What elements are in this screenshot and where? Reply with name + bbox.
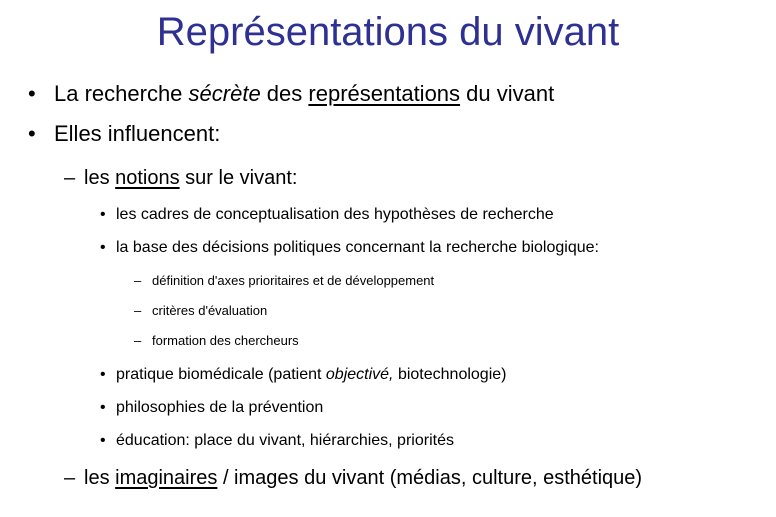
text-part: La recherche <box>54 81 189 106</box>
bullet-dash: – <box>64 467 76 489</box>
italic-text: sécrète <box>188 81 261 106</box>
underlined-text: notions <box>115 167 180 189</box>
bullet-dot: • <box>100 432 106 449</box>
bullet-dot: • <box>100 399 106 416</box>
bullet-dash: – <box>134 273 142 288</box>
bullet-dot: • <box>28 81 36 106</box>
item-text: critères d'évaluation <box>152 303 268 318</box>
text-part: du vivant <box>460 81 555 106</box>
bullet-dash: – <box>64 167 76 189</box>
item-text: éducation: place du vivant, hiérarchies, priorités <box>116 432 454 449</box>
bullet-dash: – <box>134 333 142 348</box>
item-text: Elles influencent: <box>54 121 221 146</box>
item-text: la base des décisions politiques concernant la recherche biologique: <box>116 239 599 256</box>
text-part: biotechnologie) <box>393 366 507 383</box>
slide-title: Représentations du vivant <box>156 10 620 54</box>
underlined-text: imaginaires <box>115 467 218 489</box>
item-text <box>84 165 297 191</box>
item-text <box>54 80 554 108</box>
italic-text: objectivé, <box>325 366 394 383</box>
text-part: les <box>84 467 116 489</box>
item-text <box>84 465 642 491</box>
item-text: définition d'axes prioritaires et de développement <box>152 273 435 288</box>
item-text: formation des chercheurs <box>152 333 299 348</box>
text-part: pratique biomédicale (patient <box>116 366 326 383</box>
text-part: des <box>260 81 309 106</box>
item-text <box>116 364 506 386</box>
item-text: philosophies de la prévention <box>116 399 324 416</box>
item-text: les cadres de conceptualisation des hypothèses de recherche <box>116 206 554 223</box>
bullet-dot: • <box>100 366 106 383</box>
bullet-dash: – <box>134 303 142 318</box>
bullet-dot: • <box>28 121 36 146</box>
bullet-dot: • <box>100 239 106 256</box>
text-part: sur le vivant: <box>179 167 298 189</box>
underlined-text: représentations <box>308 81 461 106</box>
text-part: / images du vivant (médias, culture, esthétique) <box>217 467 643 489</box>
text-part: les <box>84 167 116 189</box>
bullet-dot: • <box>100 206 106 223</box>
